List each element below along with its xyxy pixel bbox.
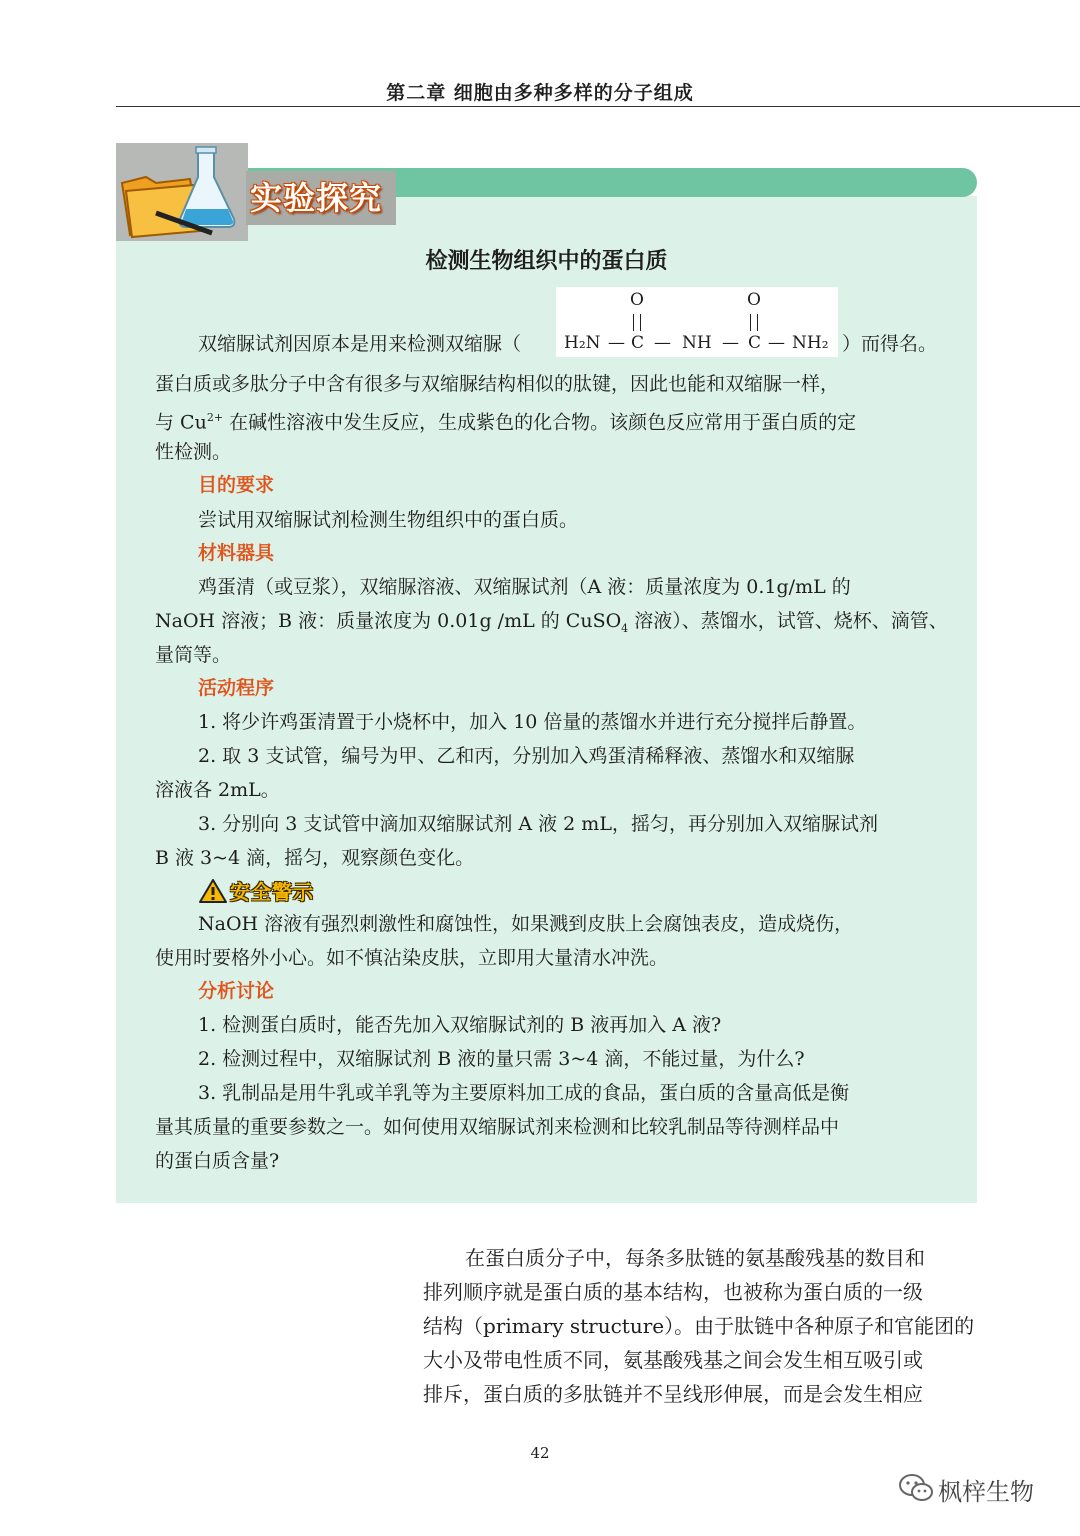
biuret-formula	[556, 287, 838, 357]
formula-carbon-2: C	[748, 333, 762, 353]
materials-heading: 材料器具	[198, 542, 275, 564]
procedure-step-3a: 3. 分别向 3 支试管中滴加双缩脲试剂 A 液 2 mL，摇匀，再分别加入双缩脲试剂	[198, 813, 878, 835]
body-line-1: 在蛋白质分子中，每条多肽链的氨基酸残基的数目和	[465, 1246, 925, 1270]
header-rule	[116, 106, 1080, 107]
banner-title: 实验探究	[250, 179, 383, 217]
formula-dash-1: —	[608, 333, 625, 353]
formula-oxygen-2: O	[747, 290, 761, 310]
warning-icon	[199, 879, 227, 903]
materials-line-1: 鸡蛋清（或豆浆），双缩脲溶液、双缩脲试剂（A 液：质量浓度为 0.1g/mL 的	[198, 576, 851, 598]
procedure-step-1: 1. 将少许鸡蛋清置于小烧杯中，加入 10 倍量的蒸馏水并进行充分搅拌后静置。	[198, 711, 867, 733]
experiment-title: 检测生物组织中的蛋白质	[425, 249, 668, 274]
body-line-5: 排斥，蛋白质的多肽链并不呈线形伸展，而是会发生相应	[423, 1382, 923, 1406]
intro-line-1-post: ）而得名。	[842, 333, 938, 355]
procedure-step-2b: 溶液各 2mL。	[155, 779, 280, 801]
intro-line-4: 性检测。	[155, 441, 232, 463]
formula-dash-3: —	[722, 333, 739, 353]
intro-line-2: 蛋白质或多肽分子中含有很多与双缩脲结构相似的肽键，因此也能和双缩脲一样，	[155, 373, 840, 395]
safety-heading: 安全警示	[230, 880, 314, 904]
intro-line-3: 与 $Cu^{2+}$ 在碱性溶液中发生反应，生成紫色的化合物。该颜色反应常用于蛋白质的定	[155, 411, 857, 434]
double-bond-1	[633, 314, 641, 331]
formula-oxygen-1: O	[630, 290, 644, 310]
procedure-step-2a: 2. 取 3 支试管，编号为甲、乙和丙，分别加入鸡蛋清稀释液、蒸馏水和双缩脲	[198, 745, 855, 767]
discussion-q3b: 量其质量的重要参数之一。如何使用双缩脲试剂来检测和比较乳制品等待测样品中	[155, 1116, 840, 1138]
double-bond-2	[750, 314, 758, 331]
running-header: 第二章 细胞由多种多样的分子组成	[386, 82, 694, 104]
lab-flask-icon	[116, 143, 248, 241]
discussion-q3c: 的蛋白质含量?	[155, 1150, 280, 1172]
formula-nh2: NH₂	[792, 333, 829, 353]
formula-carbon-1: C	[631, 333, 645, 353]
formula-nh: NH	[682, 333, 712, 353]
formula-dash-4: —	[768, 333, 785, 353]
wechat-icon	[898, 1473, 934, 1503]
formula-h2n: H₂N	[564, 333, 601, 353]
discussion-heading: 分析讨论	[198, 980, 275, 1002]
watermark-text: 枫梓生物	[938, 1478, 1034, 1506]
procedure-heading: 活动程序	[198, 677, 275, 699]
materials-line-2: NaOH 溶液；B 液：质量浓度为 0.01g /mL 的 CuSO$_4$ 溶液）、蒸馏水，试管、烧杯、滴管、	[155, 610, 948, 635]
safety-line-1: NaOH 溶液有强烈刺激性和腐蚀性，如果溅到皮肤上会腐蚀表皮，造成烧伤，	[198, 913, 854, 935]
body-line-4: 大小及带电性质不同，氨基酸残基之间会发生相互吸引或	[423, 1348, 923, 1372]
safety-line-2: 使用时要格外小心。如不慎沾染皮肤，立即用大量清水冲洗。	[155, 947, 669, 969]
formula-dash-2: —	[654, 333, 671, 353]
purpose-text: 尝试用双缩脲试剂检测生物组织中的蛋白质。	[198, 509, 579, 531]
materials-line-3: 量筒等。	[155, 644, 232, 666]
purpose-heading: 目的要求	[198, 474, 275, 496]
body-line-3: 结构（primary structure）。由于肽链中各种原子和官能团的	[423, 1314, 975, 1338]
discussion-q1: 1. 检测蛋白质时，能否先加入双缩脲试剂的 B 液再加入 A 液?	[198, 1014, 722, 1036]
discussion-q2: 2. 检测过程中，双缩脲试剂 B 液的量只需 3~4 滴，不能过量，为什么?	[198, 1048, 805, 1070]
body-line-2: 排列顺序就是蛋白质的基本结构，也被称为蛋白质的一级	[423, 1280, 923, 1304]
discussion-q3a: 3. 乳制品是用牛乳或羊乳等为主要原料加工成的食品，蛋白质的含量高低是衡	[198, 1082, 850, 1104]
intro-line-1-pre: 双缩脲试剂因原本是用来检测双缩脲（	[198, 333, 522, 355]
page-number: 42	[530, 1444, 550, 1462]
procedure-step-3b: B 液 3~4 滴，摇匀，观察颜色变化。	[155, 847, 475, 869]
